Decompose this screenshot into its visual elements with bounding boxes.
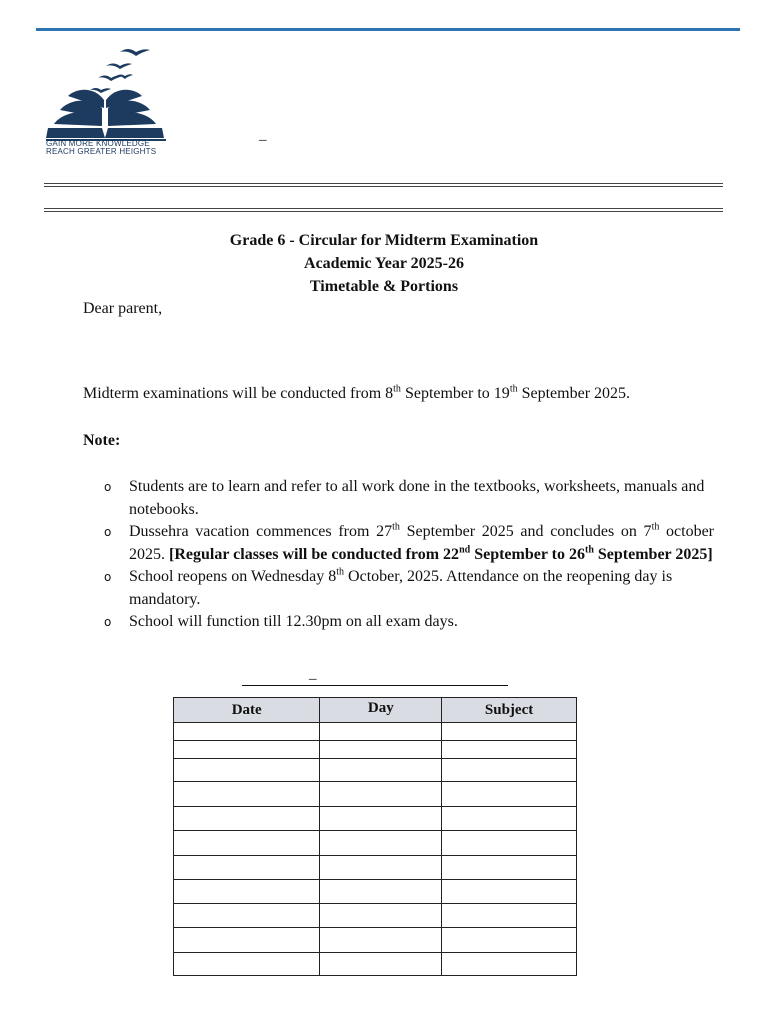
date-cell (174, 807, 320, 831)
header-day: Day (320, 698, 442, 723)
table-row (174, 782, 577, 807)
subject-cell (442, 723, 577, 741)
table-row (174, 741, 577, 759)
timetable-header-row (174, 698, 577, 723)
date-cell (174, 741, 320, 759)
table-row (174, 759, 577, 782)
bullet-circle-icon: o (104, 480, 112, 494)
subject-cell (442, 782, 577, 807)
note-label: Note: (83, 432, 121, 449)
day-cell (320, 759, 442, 782)
subject-cell (442, 880, 577, 904)
date-cell (174, 831, 320, 856)
date-cell (174, 928, 320, 953)
intro-paragraph: Midterm examinations will be conducted from 8th September to 19th September 2025. (83, 383, 631, 402)
list-item: o School will function till 12.30pm on all exam days. (104, 611, 714, 634)
list-item: o Dussehra vacation commences from 27th September 2025 and concludes on 7th october 2025. [Regular classes will be conducted from 22nd September to 26th September 2025] (104, 521, 715, 563)
academic-year: Academic Year 2025-26 (304, 255, 464, 272)
bullet-circle-icon: o (104, 525, 112, 539)
subject-cell (442, 807, 577, 831)
table-row (174, 807, 577, 831)
separator-dash: _ (309, 666, 317, 682)
table-row (174, 904, 577, 928)
subject-cell (442, 831, 577, 856)
header-date: Date (174, 698, 320, 723)
logo-tagline-line2: REACH GREATER HEIGHTS (46, 147, 157, 156)
salutation: Dear parent, (83, 300, 163, 317)
date-cell (174, 723, 320, 741)
timetable (173, 697, 577, 976)
list-item: o Students are to learn and refer to all work done in the textbooks, worksheets, manuals and notebooks. (104, 478, 705, 518)
subject-cell (442, 904, 577, 928)
day-cell (320, 807, 442, 831)
date-cell (174, 782, 320, 807)
date-cell (174, 880, 320, 904)
table-row (174, 723, 577, 741)
header-double-rule-bottom (44, 208, 723, 212)
day-cell (320, 904, 442, 928)
subject-cell (442, 928, 577, 953)
logo-tagline-line1: GAIN MORE KNOWLEDGE (46, 139, 150, 148)
day-cell (320, 723, 442, 741)
day-cell (320, 782, 442, 807)
day-cell (320, 831, 442, 856)
list-item: o School reopens on Wednesday 8th October, 2025. Attendance on the reopening day is mandatory. (104, 566, 673, 608)
day-cell (320, 953, 442, 976)
table-row (174, 928, 577, 953)
header-subject: Subject (442, 698, 577, 723)
subject-cell (442, 759, 577, 782)
table-row (174, 856, 577, 880)
bird-icon (120, 49, 150, 56)
subject-cell (442, 741, 577, 759)
date-cell (174, 759, 320, 782)
bullet-circle-icon: o (104, 615, 112, 629)
bird-icon (106, 63, 132, 69)
header-double-rule-top (44, 183, 723, 187)
table-row (174, 831, 577, 856)
day-cell (320, 741, 442, 759)
bird-icon (98, 75, 123, 81)
date-cell (174, 856, 320, 880)
day-cell (320, 880, 442, 904)
subject-cell (442, 856, 577, 880)
logo-tagline (46, 140, 170, 156)
day-cell (320, 928, 442, 953)
table-row (174, 953, 577, 976)
timetable-portions-heading: Timetable & Portions (309, 278, 459, 295)
circular-title: Grade 6 - Circular for Midterm Examination (229, 232, 539, 249)
date-cell (174, 904, 320, 928)
header-dash: _ (259, 127, 267, 143)
day-cell (320, 856, 442, 880)
date-cell (174, 953, 320, 976)
separator-underline (242, 685, 508, 686)
table-row (174, 880, 577, 904)
bullet-circle-icon: o (104, 570, 112, 584)
top-rule (36, 28, 740, 31)
note-list (104, 476, 714, 634)
subject-cell (442, 953, 577, 976)
